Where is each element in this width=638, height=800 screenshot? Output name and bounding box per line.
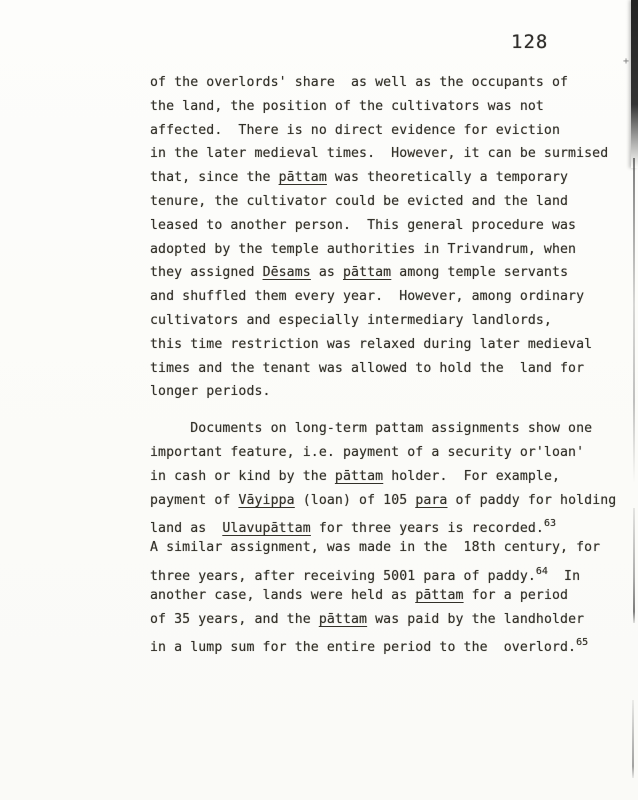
transliterated-term: pāttam bbox=[342, 265, 392, 281]
text-line bbox=[150, 214, 630, 238]
text-segment: tenure, the cultivator could be evicted and the land bbox=[150, 193, 569, 209]
text-line bbox=[150, 584, 630, 608]
text-line bbox=[150, 465, 630, 489]
text-line bbox=[150, 333, 630, 357]
page-number: 128 bbox=[511, 31, 549, 53]
text-line bbox=[150, 238, 630, 262]
text-segment: (loan) of 105 bbox=[294, 492, 416, 508]
text-segment: that, since the bbox=[150, 170, 279, 186]
text-segment: they assigned bbox=[150, 265, 263, 281]
text-segment: in cash or kind by the bbox=[150, 468, 335, 484]
text-segment: leased to another person. This general procedure was bbox=[150, 217, 577, 233]
scan-artifact-right-line-bottom bbox=[632, 700, 634, 778]
transliterated-term: Dēsams bbox=[262, 265, 311, 281]
text-segment: three years, after receiving 5001 para of paddy. bbox=[150, 568, 536, 584]
text-segment: of paddy for holding bbox=[447, 492, 617, 508]
text-line bbox=[150, 309, 630, 333]
text-line bbox=[150, 380, 630, 404]
text-segment: holder. For example, bbox=[383, 468, 561, 484]
scan-artifact-right-line-lower bbox=[633, 508, 636, 623]
text-segment: as bbox=[310, 265, 343, 281]
text-segment: the land, the position of the cultivators was not bbox=[150, 98, 544, 114]
footnote-ref: 65 bbox=[576, 637, 589, 649]
text-line bbox=[150, 261, 630, 285]
text-segment: and shuffled them every year. However, among ordinary bbox=[150, 289, 585, 305]
text-segment: for a period bbox=[463, 587, 569, 603]
text-line bbox=[150, 166, 630, 190]
text-segment: times and the tenant was allowed to hold the land for bbox=[150, 360, 585, 376]
text-line bbox=[150, 489, 630, 513]
text-segment: Documents on long-term pattam assignments show one bbox=[150, 421, 593, 437]
text-segment: adopted by the temple authorities in Trivandrum, when bbox=[150, 241, 577, 257]
text-line bbox=[150, 560, 630, 584]
text-segment: among temple servants bbox=[391, 265, 569, 281]
text-line bbox=[150, 119, 630, 143]
scan-artifact-right-line-mid bbox=[633, 158, 635, 483]
scan-artifact-right-bar bbox=[631, 0, 638, 168]
text-line bbox=[150, 536, 630, 560]
paragraph bbox=[150, 71, 630, 404]
footnote-ref: 64 bbox=[535, 565, 548, 577]
text-line bbox=[150, 95, 630, 119]
text-segment: A similar assignment, was made in the 18th century, for bbox=[150, 540, 601, 556]
text-segment: payment of bbox=[150, 492, 239, 508]
text-line bbox=[150, 142, 630, 166]
text-segment: affected. There is no direct evidence for eviction bbox=[150, 122, 561, 138]
text-segment: land as bbox=[150, 521, 223, 537]
transliterated-term: Vāyippa bbox=[238, 492, 295, 508]
transliterated-term: pāttam bbox=[278, 170, 327, 186]
text-block bbox=[150, 71, 630, 655]
text-segment: this time restriction was relaxed during later medieval bbox=[150, 336, 593, 352]
transliterated-term: Ulavupāttam bbox=[222, 521, 311, 537]
text-line bbox=[150, 631, 630, 655]
text-line bbox=[150, 608, 630, 632]
text-line bbox=[150, 441, 630, 465]
transliterated-term: pāttam bbox=[318, 611, 368, 627]
text-line bbox=[150, 417, 630, 441]
text-line bbox=[150, 190, 630, 214]
text-line bbox=[150, 71, 630, 95]
text-segment: for three years is recorded. bbox=[310, 521, 544, 537]
text-segment: longer periods. bbox=[150, 384, 271, 400]
transliterated-term: pāttam bbox=[415, 587, 464, 603]
transliterated-term: para bbox=[415, 492, 448, 508]
text-segment: another case, lands were held as bbox=[150, 587, 416, 603]
scan-artifact-cross-mark: + bbox=[622, 56, 629, 67]
text-line bbox=[150, 285, 630, 309]
text-segment: of the overlords' share as well as the occupants of bbox=[150, 75, 569, 90]
text-segment: in a lump sum for the entire period to the overlord. bbox=[150, 640, 577, 656]
text-segment: was paid by the landholder bbox=[367, 611, 585, 627]
text-segment: in the later medieval times. However, it can be surmised bbox=[150, 146, 609, 162]
text-line bbox=[150, 512, 630, 536]
paragraph bbox=[150, 417, 630, 655]
text-segment: cultivators and especially intermediary landlords, bbox=[150, 312, 552, 328]
text-segment: of 35 years, and the bbox=[150, 611, 319, 627]
transliterated-term: pāttam bbox=[334, 468, 384, 484]
text-segment: was theoretically a temporary bbox=[326, 170, 569, 186]
text-segment: important feature, i.e. payment of a security or'loan' bbox=[150, 444, 585, 460]
footnote-ref: 63 bbox=[543, 518, 556, 530]
text-segment: In bbox=[547, 568, 581, 584]
text-line bbox=[150, 357, 630, 381]
